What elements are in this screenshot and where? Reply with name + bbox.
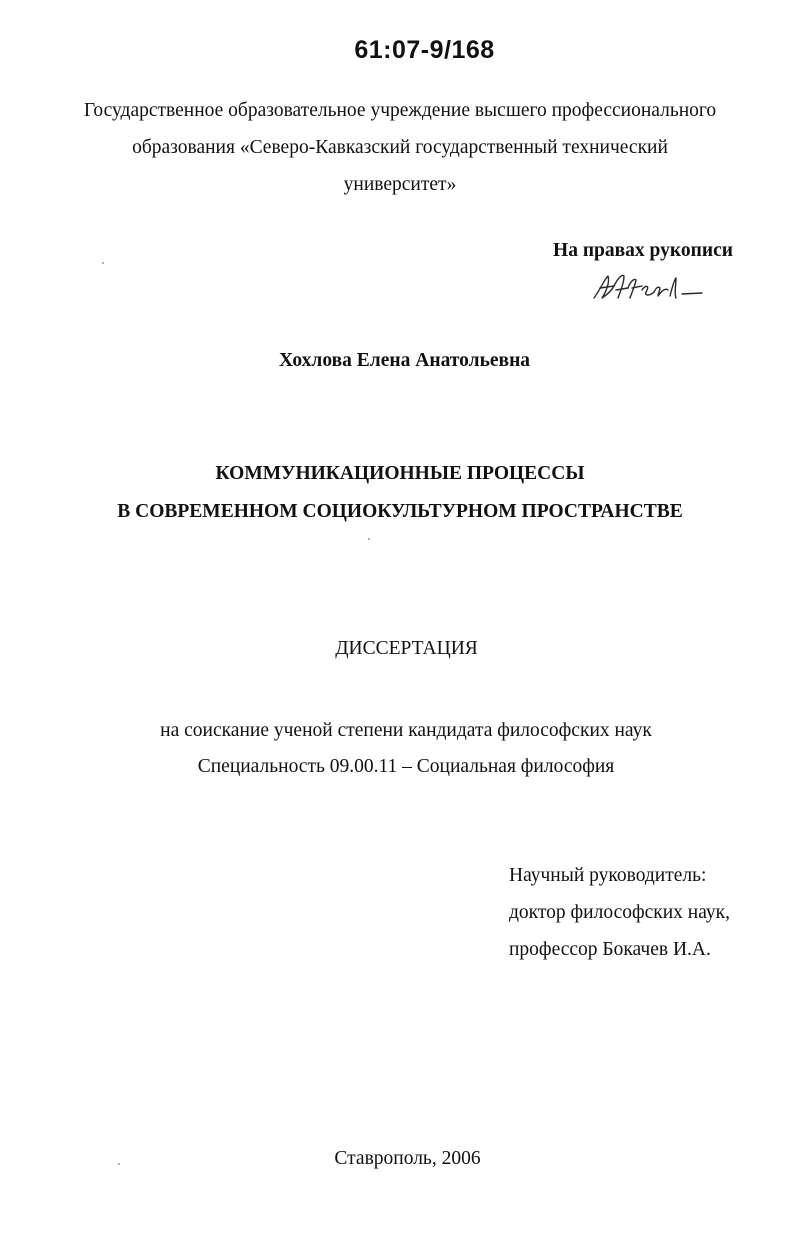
scientific-supervisor [509, 857, 730, 968]
institution-name [60, 92, 740, 203]
degree-line: на соискание ученой степени кандидата философских наук [160, 720, 652, 741]
institution-line-2: образования «Северо-Кавказский государственный технический [132, 137, 668, 158]
supervisor-name: профессор Бокачев И.А. [509, 939, 711, 960]
author-name: Хохлова Елена Анатольевна [278, 350, 531, 371]
manuscript-rights-note: На правах рукописи [553, 240, 733, 261]
institution-line-3: университет» [343, 174, 457, 195]
author-signature [588, 268, 708, 308]
scan-speck [102, 262, 104, 264]
dissertation-title [40, 455, 760, 531]
supervisor-degree: доктор философских наук, [509, 902, 730, 923]
document-type: ДИССЕРТАЦИЯ [335, 638, 478, 659]
degree-info [40, 713, 760, 785]
specialty-line: Специальность 09.00.11 – Социальная философия [197, 756, 615, 777]
title-line-2: В СОВРЕМЕННОМ СОЦИОКУЛЬТУРНОМ ПРОСТРАНСТВЕ [117, 501, 683, 522]
title-line-1: КОММУНИКАЦИОННЫЕ ПРОЦЕССЫ [215, 463, 585, 484]
institution-line-1: Государственное образовательное учреждение высшего профессионального [83, 100, 717, 121]
supervisor-label: Научный руководитель: [509, 865, 707, 886]
scan-speck [118, 1163, 120, 1165]
scan-speck [368, 538, 370, 540]
city-and-year: Ставрополь, 2006 [334, 1148, 481, 1169]
archive-stamp-number: 61:07-9/168 [354, 36, 495, 64]
